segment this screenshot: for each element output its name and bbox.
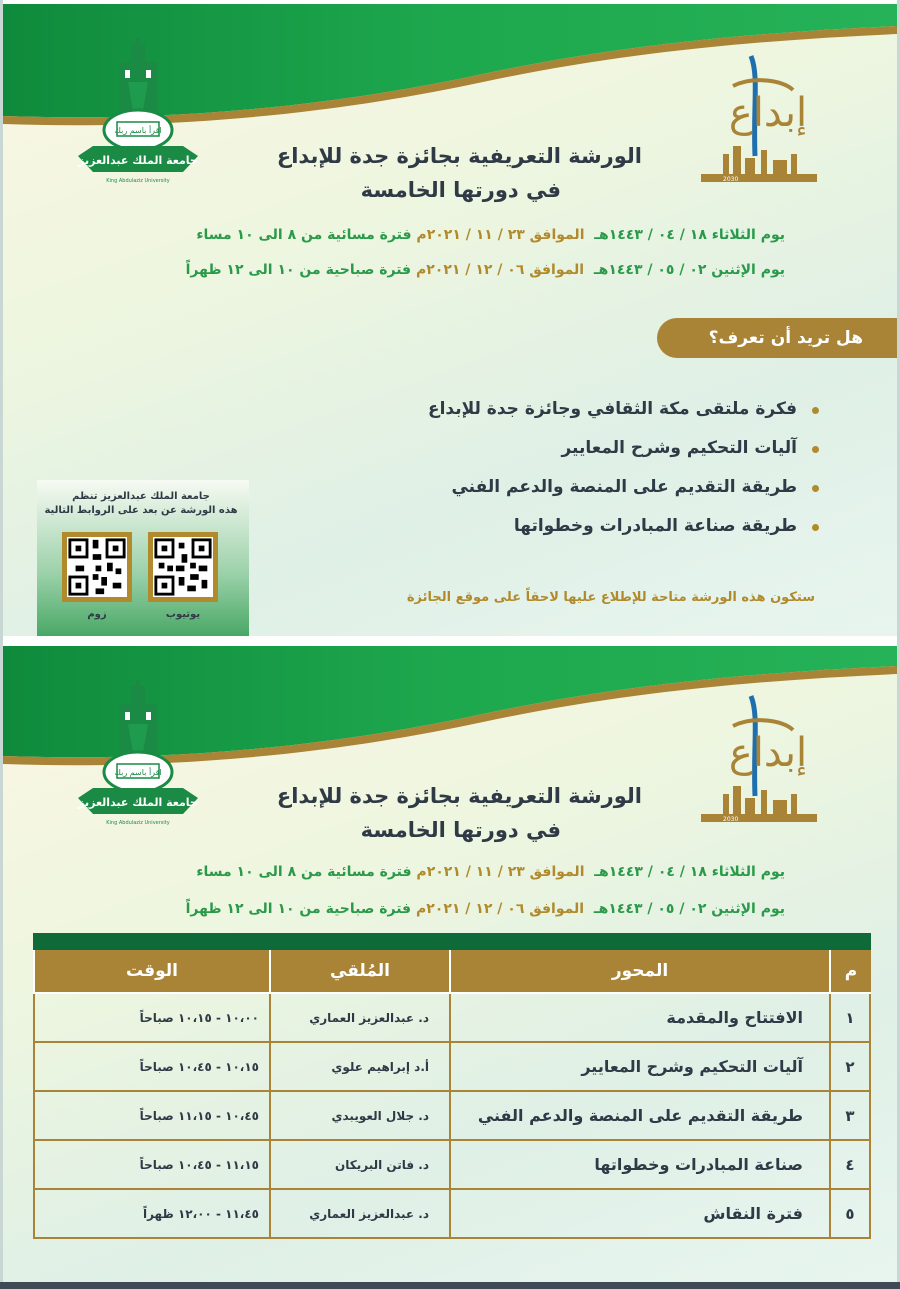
cell-topic: فترة النقاش <box>449 1190 829 1239</box>
schedule-day: يوم الإثنين ٠٢ / ٠٥ / ١٤٤٣هـ <box>593 901 785 917</box>
cell-time: ١٠،٤٥ - ١١،١٥ صباحاً <box>33 1092 269 1141</box>
qr-code-icon <box>153 537 213 597</box>
cell-topic: الافتتاح والمقدمة <box>449 994 829 1043</box>
bottom-bar <box>0 1282 900 1289</box>
cell-speaker: د. جلال العويبدي <box>269 1092 449 1141</box>
qr-panel <box>37 480 249 636</box>
cell-topic: صناعة المبادرات وخطواتها <box>449 1141 829 1190</box>
schedule-period: فترة مسائية من ٨ الى ١٠ مساء <box>196 864 412 880</box>
svg-text:اقرأ باسم ربك: اقرأ باسم ربك <box>114 126 162 135</box>
cell-time: ١١،١٥ - ١٠،٤٥ صباحاً <box>33 1141 269 1190</box>
page-title: الورشة التعريفية بجائزة جدة للإبداع <box>276 784 642 808</box>
list-item: فكرة ملتقى مكة الثقافي وجائزة جدة للإبداع <box>428 390 819 429</box>
schedule-gregorian: الموافق ٢٣ / ١١ / ٢٠٢١م <box>416 227 585 243</box>
table-header-row <box>33 950 871 994</box>
table-row <box>33 1092 871 1141</box>
table-top-band <box>33 933 871 950</box>
bullet-icon <box>812 485 819 492</box>
question-banner: هل تريد أن تعرف؟ <box>657 318 897 358</box>
bullet-icon <box>812 524 819 531</box>
list-item: طريقة صناعة المبادرات وخطواتها <box>428 507 819 546</box>
page-subtitle: في دورتها الخامسة <box>360 178 561 202</box>
availability-note: ستكون هذه الورشة متاحة للإطلاع عليها لاحقاً على موقع الجائزة <box>406 590 815 605</box>
table-row <box>33 1141 871 1190</box>
schedule-period: فترة صباحية من ١٠ الى ١٢ ظهراً <box>185 262 412 278</box>
poster-card-intro <box>3 4 897 636</box>
cell-num: ٢ <box>829 1043 871 1092</box>
schedule-period: فترة صباحية من ١٠ الى ١٢ ظهراً <box>185 901 412 917</box>
bullet-icon <box>812 407 819 414</box>
table-row <box>33 1190 871 1239</box>
schedule-period: فترة مسائية من ٨ الى ١٠ مساء <box>196 227 412 243</box>
svg-text:2030: 2030 <box>723 176 739 183</box>
svg-text:إبداع: إبداع <box>728 90 808 136</box>
svg-text:2030: 2030 <box>723 816 739 823</box>
table-row <box>33 994 871 1043</box>
header-num: م <box>829 950 871 994</box>
cell-num: ٤ <box>829 1141 871 1190</box>
ibdaa-logo <box>693 686 833 826</box>
list-item: طريقة التقديم على المنصة والدعم الفني <box>428 468 819 507</box>
list-item: آليات التحكيم وشرح المعايير <box>428 429 819 468</box>
svg-text:King Abdulaziz University: King Abdulaziz University <box>106 178 170 184</box>
schedule-day: يوم الثلاثاء ١٨ / ٠٤ / ١٤٤٣هـ <box>594 864 785 880</box>
page-subtitle: في دورتها الخامسة <box>360 818 561 842</box>
cell-num: ١ <box>829 994 871 1043</box>
schedule-gregorian: الموافق ٠٦ / ١٢ / ٢٠٢١م <box>415 901 585 917</box>
agenda-table <box>33 933 871 1239</box>
youtube-qr-code[interactable] <box>148 532 218 602</box>
schedule-line-1 <box>196 864 785 880</box>
cell-time: ١٠،١٥ - ١٠،٤٥ صباحاً <box>33 1043 269 1092</box>
qr-code-icon <box>67 537 127 597</box>
cell-num: ٣ <box>829 1092 871 1141</box>
svg-text:جامعة الملك عبدالعزيز: جامعة الملك عبدالعزيز <box>78 796 198 809</box>
cell-speaker: د. عبدالعزيز العماري <box>269 1190 449 1239</box>
schedule-day: يوم الإثنين ٠٢ / ٠٥ / ١٤٤٣هـ <box>593 262 785 278</box>
header-time: الوقت <box>33 950 269 994</box>
schedule-gregorian: الموافق ٠٦ / ١٢ / ٢٠٢١م <box>415 262 585 278</box>
svg-text:إبداع: إبداع <box>728 730 808 776</box>
page-title: الورشة التعريفية بجائزة جدة للإبداع <box>276 144 642 168</box>
zoom-label: زوم <box>87 609 107 620</box>
schedule-gregorian: الموافق ٢٣ / ١١ / ٢٠٢١م <box>416 864 585 880</box>
svg-text:اقرأ باسم ربك: اقرأ باسم ربك <box>114 768 162 777</box>
kau-logo <box>73 680 203 830</box>
cell-speaker: أ.د إبراهيم علوي <box>269 1043 449 1092</box>
table-row <box>33 1043 871 1092</box>
bullet-icon <box>812 446 819 453</box>
topics-list <box>428 390 819 546</box>
schedule-line-2 <box>186 901 785 917</box>
zoom-qr-code[interactable] <box>62 532 132 602</box>
cell-topic: آليات التحكيم وشرح المعايير <box>449 1043 829 1092</box>
ibdaa-logo <box>693 46 833 186</box>
svg-text:جامعة الملك عبدالعزيز: جامعة الملك عبدالعزيز <box>78 154 198 167</box>
cell-time: ١٠،٠٠ - ١٠،١٥ صباحاً <box>33 994 269 1043</box>
schedule-line-2 <box>186 262 785 278</box>
poster-card-agenda <box>3 646 897 1282</box>
cell-speaker: د. عبدالعزيز العماري <box>269 994 449 1043</box>
qr-heading: جامعة الملك عبدالعزيز تنظم هذه الورشة عن بعد على الروابط التالية <box>44 491 238 516</box>
cell-speaker: د. فاتن البريكان <box>269 1141 449 1190</box>
header-speaker: المُلقي <box>269 950 449 994</box>
schedule-line-1 <box>196 227 785 243</box>
cell-topic: طريقة التقديم على المنصة والدعم الفني <box>449 1092 829 1141</box>
cell-num: ٥ <box>829 1190 871 1239</box>
schedule-day: يوم الثلاثاء ١٨ / ٠٤ / ١٤٤٣هـ <box>594 227 785 243</box>
cell-time: ١١،٤٥ - ١٢،٠٠ ظهراً <box>33 1190 269 1239</box>
youtube-label: يوتيوب <box>165 609 201 620</box>
svg-text:King Abdulaziz University: King Abdulaziz University <box>106 820 170 826</box>
header-topic: المحور <box>449 950 829 994</box>
kau-logo <box>73 38 203 188</box>
